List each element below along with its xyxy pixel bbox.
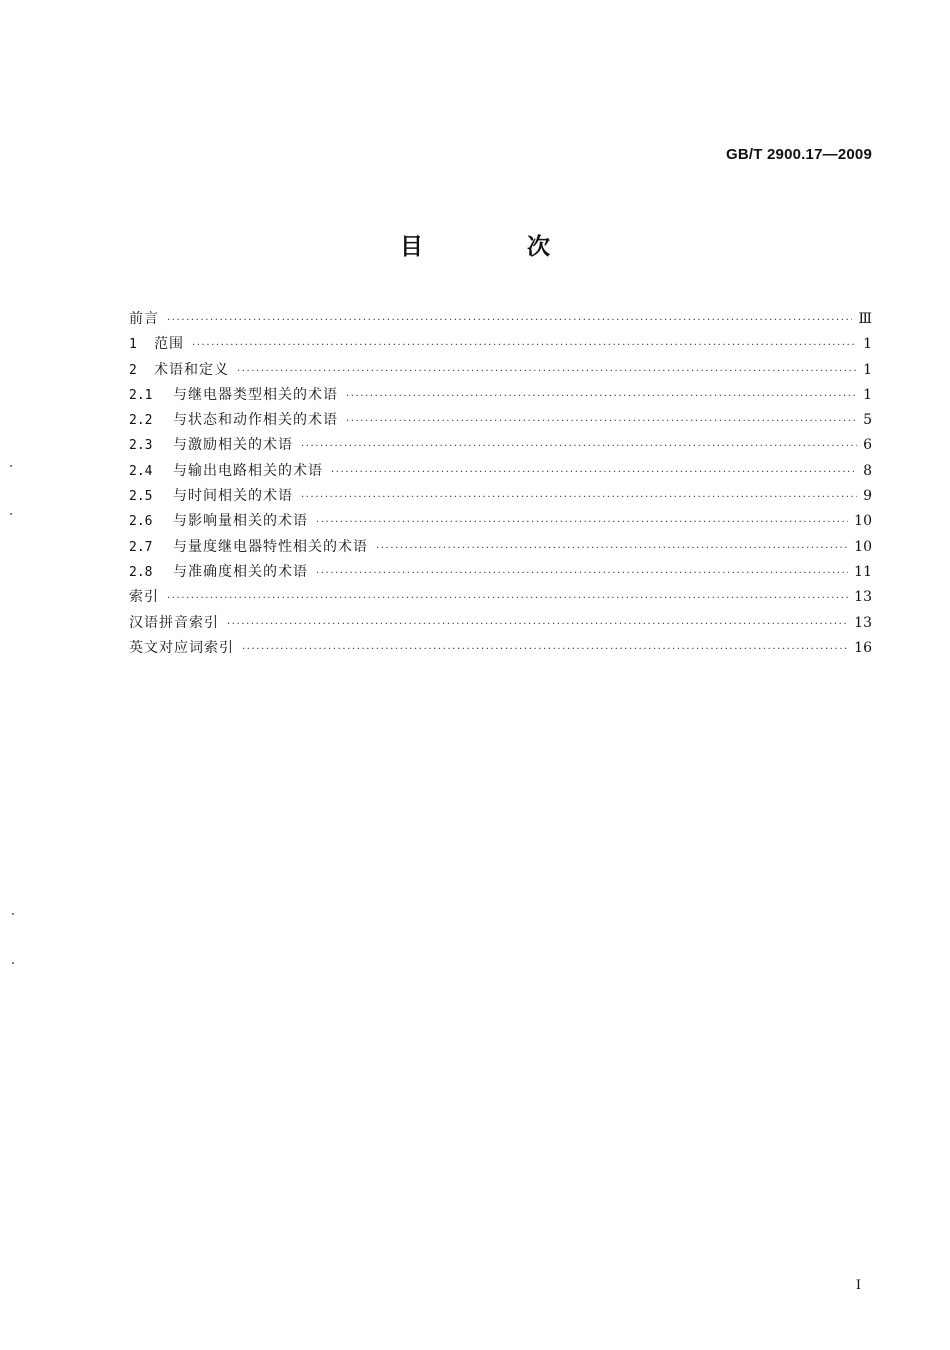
toc-entry-label: 与继电器类型相关的术语	[173, 386, 338, 403]
toc-entry-page: 11	[854, 563, 872, 580]
toc-entry-page: 1	[863, 386, 872, 403]
footer-page-number: I	[855, 1278, 861, 1293]
toc-entry-page: 9	[863, 488, 872, 505]
toc-entry-scope[interactable]	[129, 333, 872, 358]
toc-entry-label: 与准确度相关的术语	[173, 563, 308, 580]
toc-entry-2-6[interactable]	[129, 510, 872, 535]
toc-entry-label: 与状态和动作相关的术语	[173, 412, 338, 429]
toc-entry-page: Ⅲ	[858, 311, 872, 327]
toc-entry-page: 1	[863, 361, 872, 378]
toc-leader-dots	[316, 568, 848, 579]
toc-entry-page: 13	[854, 589, 872, 606]
toc-entry-2-2[interactable]	[129, 409, 872, 434]
toc-entry-number: 1	[129, 337, 137, 353]
toc-entry-number: 2	[129, 362, 137, 378]
toc-entry-2-8[interactable]	[129, 561, 872, 586]
toc-entry-label: 汉语拼音索引	[129, 614, 219, 631]
toc-entry-label: 与影响量相关的术语	[173, 513, 308, 530]
toc-entry-2-1[interactable]	[129, 384, 872, 409]
toc-entry-pinyin-index[interactable]	[129, 612, 872, 637]
toc-entry-page: 6	[863, 437, 872, 454]
toc-leader-dots	[316, 517, 848, 528]
toc-leader-dots	[376, 543, 848, 554]
toc-leader-dots	[346, 391, 857, 402]
toc-entry-number: 2.3	[129, 438, 153, 454]
toc-entry-number: 2.4	[129, 463, 153, 479]
toc-entry-page: 13	[854, 614, 872, 631]
scan-speck	[10, 465, 12, 467]
toc-entry-2-4[interactable]	[129, 460, 872, 485]
toc-leader-dots	[301, 492, 857, 503]
toc-entry-terms-definitions[interactable]	[129, 359, 872, 384]
toc-entry-number: 2.2	[129, 413, 153, 429]
toc-entry-number: 2.7	[129, 539, 153, 555]
toc-leader-dots	[192, 340, 857, 351]
toc-entry-label: 英文对应词索引	[129, 639, 234, 656]
toc-entry-label: 术语和定义	[154, 361, 229, 378]
toc-entry-label: 范围	[154, 336, 184, 353]
toc-entry-page: 16	[854, 639, 872, 656]
scan-speck	[10, 513, 12, 515]
toc-leader-dots	[242, 644, 848, 655]
toc-entry-label: 与量度继电器特性相关的术语	[173, 538, 368, 555]
toc-leader-dots	[331, 467, 857, 478]
document-code: GB/T 2900.17—2009	[726, 146, 872, 163]
toc-entry-foreword[interactable]	[129, 308, 872, 333]
toc-entry-number: 2.8	[129, 564, 153, 580]
toc-entry-label: 与激励相关的术语	[173, 437, 293, 454]
toc-entry-index[interactable]	[129, 586, 872, 611]
toc-leader-dots	[346, 416, 857, 427]
toc-entry-page: 10	[854, 513, 872, 530]
toc-entry-2-3[interactable]	[129, 434, 872, 459]
toc-leader-dots	[237, 366, 857, 377]
toc-entry-label: 前言	[129, 311, 159, 327]
toc-entry-page: 8	[863, 462, 872, 479]
toc-entry-english-index[interactable]	[129, 637, 872, 662]
scan-speck	[12, 962, 14, 964]
scan-speck	[12, 913, 14, 915]
toc-leader-dots	[167, 593, 848, 604]
toc-leader-dots	[227, 619, 848, 630]
toc-entry-2-7[interactable]	[129, 536, 872, 561]
toc-entry-page: 5	[863, 412, 872, 429]
toc-entry-number: 2.5	[129, 489, 153, 505]
toc-entry-label: 与时间相关的术语	[173, 488, 293, 505]
toc-leader-dots	[167, 315, 852, 326]
toc-entry-2-5[interactable]	[129, 485, 872, 510]
page-title: 目 次	[399, 234, 598, 260]
toc-leader-dots	[301, 441, 857, 452]
toc-entry-label: 索引	[129, 589, 159, 606]
toc-entry-page: 10	[854, 538, 872, 555]
table-of-contents	[129, 308, 872, 662]
toc-entry-number: 2.1	[129, 387, 153, 403]
toc-entry-page: 1	[863, 336, 872, 353]
toc-entry-number: 2.6	[129, 514, 153, 530]
toc-entry-label: 与输出电路相关的术语	[173, 462, 323, 479]
